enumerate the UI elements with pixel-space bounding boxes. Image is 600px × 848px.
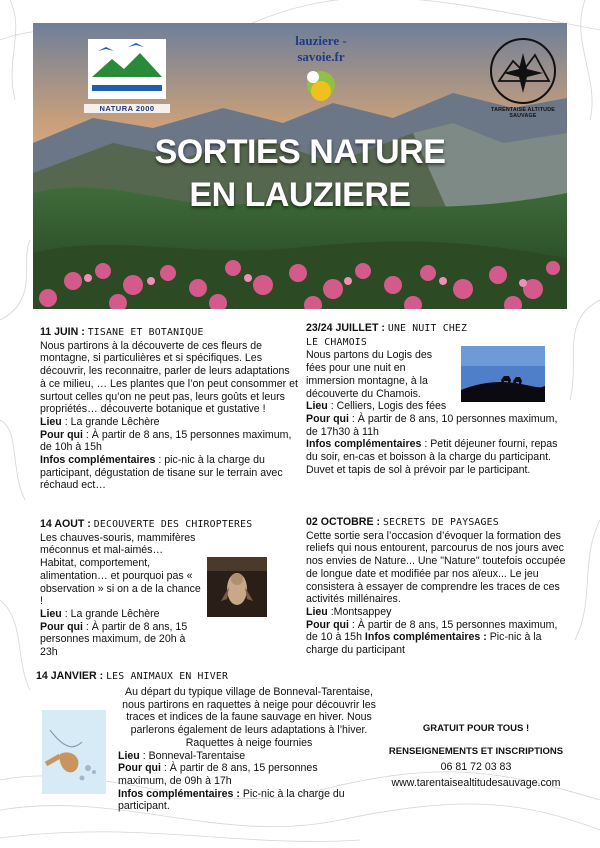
- hero-title-line1: SORTIES NATURE: [154, 133, 446, 171]
- event-juin: [40, 326, 298, 492]
- lauziere-savoie-logo: lauziere - savoie.fr: [273, 33, 369, 119]
- event-infos: Infos complémentaires : pic-nic à la charge du participant, dégustation de tisane sur le terrain avec réchaud ect…: [40, 454, 283, 492]
- footer-info: [374, 722, 578, 790]
- event-lieu: Lieu : La grande Lêchère: [40, 607, 160, 620]
- free-for-all: GRATUIT POUR TOUS !: [422, 723, 530, 734]
- event-heading: 14 AOUT : DECOUVERTE DES CHIROPTERES: [40, 518, 253, 530]
- hero-banner: [33, 23, 567, 309]
- snow-track-photo: [42, 710, 106, 794]
- event-heading: 23/24 JUILLET : UNE NUIT CHEZ LE CHAMOIS: [306, 322, 468, 348]
- event-pourqui: Pour qui : À partir de 8 ans, 10 personnes maximum, de 17h30 à 11h: [306, 412, 558, 438]
- event-janvier: [118, 686, 380, 813]
- hero-title-line2: EN LAUZIERE: [189, 176, 411, 214]
- event-pourqui: Pour qui : À partir de 8 ans, 15 personnes maximum, de 10h à 15h: [40, 428, 292, 454]
- event-description: Cette sortie sera l’occasion d’évoquer la formation des reliefs qui nous entourent, parcourus de nos jours avec nos envies de Nature... Une "Nature" toutefois occupée de longue date et modifiée par nos aïeux... Le jeu consistera à essayer de comprendre les traces de ces activités millénaires.: [306, 529, 566, 606]
- event-pourqui: Pour qui : À partir de 8 ans, 15 personnes maximum, de 20h à 23h: [40, 620, 188, 659]
- event-description: Nous partons du Logis des fées pour une nuit en immersion montagne, à la découverte du Chamois.: [306, 349, 433, 400]
- event-heading: 11 JUIN : TISANE ET BOTANIQUE: [40, 326, 204, 338]
- event-description: Nous partirons à la découverte de ces fleurs de montagne, si particulières et si spécifiques. Les découvrir, les reconnaitre, parler de leurs adaptations à ce milieu, … Les plantes que l’on peut consommer et surtout celles qu’on ne peut pas, leurs goûts et leurs propriétés… découverte botanique et gustative !: [40, 339, 298, 416]
- event-janvier-heading: [36, 670, 356, 684]
- phone-number[interactable]: 06 81 72 03 83: [440, 761, 512, 773]
- event-heading: 02 OCTOBRE : SECRETS DE PAYSAGES: [306, 516, 499, 528]
- event-octobre: [306, 516, 568, 657]
- event-lieu: Lieu : La grande Lêchère: [40, 415, 160, 428]
- bat-photo: [207, 557, 267, 617]
- event-heading: 14 JANVIER : LES ANIMAUX EN HIVER: [36, 670, 229, 682]
- natura2000-logo: NATURA 2000: [84, 37, 170, 113]
- event-infos: Infos complémentaires : Pic-nic à la charge du participant.: [118, 787, 345, 813]
- event-pourqui-infos: Pour qui : À partir de 8 ans, 15 personnes maximum, de 10 à 15h Infos complémentaires : Pic-nic à la charge du participant: [306, 618, 558, 657]
- event-lieu: Lieu : Celliers, Logis des fées: [306, 400, 447, 413]
- tarentaise-altitude-sauvage-logo: TARENTAISE ALTITUDE SAUVAGE: [481, 33, 565, 129]
- event-lieu: Lieu :Montsappey: [306, 605, 392, 618]
- chamois-photo: [461, 346, 545, 402]
- event-description: Au départ du typique village de Bonneval-Tarentaise, nous partirons en raquettes à neige pour découvrir les traces et indices de la faune sauvage en hiver. Nous parlerons également de leurs adaptations à l’hiver. Raquettes à neige fournies: [122, 686, 376, 749]
- info-heading: RENSEIGNEMENTS ET INSCRIPTIONS: [388, 746, 564, 757]
- event-description: Les chauves-souris, mammifères méconnus et mal-aimés… Habitat, comportement, alimentation… et pourquoi pas « observation » si on a de la chance !: [40, 531, 201, 608]
- event-pourqui: Pour qui : À partir de 8 ans, 15 personnes maximum, de 09h à 17h: [118, 762, 318, 787]
- website-link[interactable]: www.tarentaisealtitudesauvage.com: [391, 777, 561, 789]
- event-lieu: Lieu : Bonneval-Tarentaise: [118, 749, 246, 762]
- event-infos: Infos complémentaires : Petit déjeuner fourni, repas du soir, en-cas et boisson à la charge du participant. Duvet et tapis de sol à prévoir par le participant.: [306, 438, 558, 476]
